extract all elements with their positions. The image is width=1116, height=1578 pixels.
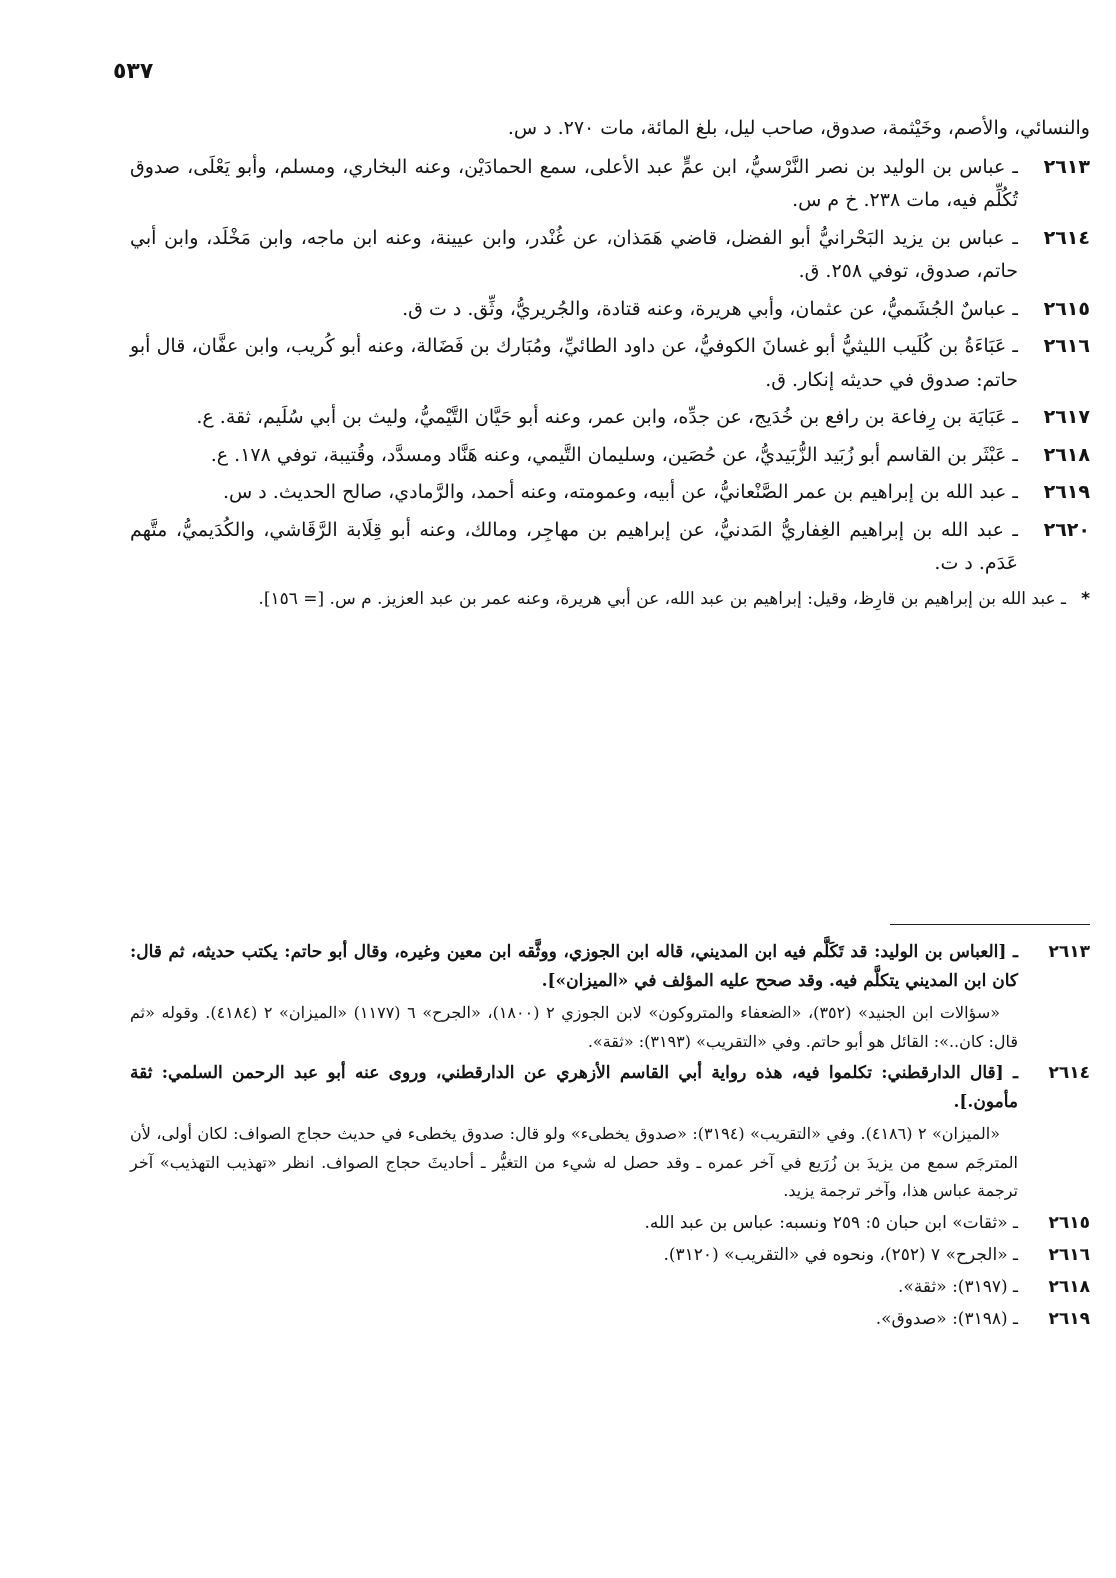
footnote-separator bbox=[890, 924, 1090, 925]
entry-text: ـ عبد الله بن إبراهيم بن عمر الصَّنْعانيُّ، عن أبيه، وعمومته، وعنه أحمد، والرَّمادي، صالح الحديث. د س. bbox=[223, 481, 1018, 503]
entry-number: ٢٦١٦ bbox=[1043, 335, 1090, 357]
entry-text: ـ عَبَاءَةُ بن كُلَيب الليثيُّ أبو غسانَ الكوفيُّ، عن داود الطائيِّ، ومُبَارك بن فَضَالة، وعنه أبو كُريب، وابن عفَّان، قال أبو حاتم: صدوق في حديثه إنكار. ق. bbox=[130, 335, 1018, 391]
footnote-entry bbox=[130, 1305, 1090, 1334]
entry-text: ـ عباس بن الوليد بن نصر النَّرْسيُّ، ابن عمٍّ عبد الأعلى، سمع الحمادَيْن، وعنه البخاري، ومسلم، وأبو يَعْلَى، صدوق تُكُلِّم فيه، مات ٢٣٨. خ م س. bbox=[130, 155, 1018, 211]
footnote-entry bbox=[130, 1059, 1090, 1117]
footnote-entry bbox=[130, 1241, 1090, 1270]
footnotes bbox=[130, 938, 1090, 1337]
page-number: ٥٣٧ bbox=[113, 59, 154, 84]
footnote-text: ـ [قال الدارقطني: تكلموا فيه، هذه رواية أبي القاسم الأزهري عن الدارقطني، وروى عنه أبو عبد الرحمن السلمي: ثقة مأمون.]. bbox=[130, 1063, 1018, 1112]
footnote-text: ـ «الجرح» ٧ (٢٥٢)، ونحوه في «التقريب» (٣١٢٠). bbox=[663, 1244, 1018, 1265]
entry-text: ـ عَبْثَر بن القاسم أبو زُبَيد الزُّبَيديُّ، عن حُصَين، وسليمان التَّيمي، وعنه هَنَّاد ومسدَّد، وقُتيبة، توفي ١٧٨. ع. bbox=[210, 443, 1018, 466]
biography-entry bbox=[130, 514, 1090, 581]
footnote-number: ٢٦١٤ bbox=[1048, 1063, 1090, 1083]
cross-reference-entry bbox=[130, 585, 1090, 613]
footnote-number: ٢٦١٥ bbox=[1048, 1212, 1090, 1233]
entry-text: ـ عباس بن يزيد البَحْرانيُّ أبو الفضل، قاضي هَمَذان، عن غُنْدر، وابن عيينة، وعنه ابن ماجه، وابن مَخْلَد، وابن أبي حاتم، صدوق، توفي ٢٥٨. ق. bbox=[130, 226, 1018, 282]
biography-entry bbox=[130, 330, 1090, 397]
entry-text: ـ عبد الله بن إبراهيم الغِفاريُّ المَدنيُّ، عن إبراهيم بن مهاجِر، ومالك، وعنه أبو قِلَابة الرَّقَاشي، والكُدَيميُّ، متَّهم عَدَم. د ت. bbox=[130, 518, 1018, 574]
entry-number: ٢٦١٩ bbox=[1043, 481, 1090, 503]
continuation-paragraph: والنسائي، والأصم، وخَيْثمة، صدوق، صاحب ليل، بلغ المائة، مات ٢٧٠. د س. bbox=[507, 117, 1090, 139]
biography-entry bbox=[130, 293, 1090, 327]
footnote-entry bbox=[130, 938, 1090, 996]
footnote-text: ـ (٣١٩٨): «صدوق». bbox=[875, 1308, 1018, 1329]
main-text bbox=[130, 112, 1090, 617]
entry-number: ٢٦١٧ bbox=[1043, 406, 1090, 428]
footnote-number: ٢٦١٣ bbox=[1048, 942, 1090, 962]
footnote-entry bbox=[130, 1273, 1090, 1302]
entry-number: ٢٦٢٠ bbox=[1043, 518, 1090, 541]
biography-entry bbox=[130, 476, 1090, 510]
footnote-number: ٢٦١٩ bbox=[1048, 1308, 1090, 1329]
entry-number: ٢٦١٨ bbox=[1043, 443, 1090, 466]
entry-text: ـ عباسٌ الجُشَميُّ، عن عثمان، وأبي هريرة، وعنه قتادة، والجُريريُّ، وثِّق. د ت ق. bbox=[402, 297, 1018, 320]
entry-number: ٢٦١٤ bbox=[1043, 226, 1090, 249]
footnote-entry bbox=[130, 1209, 1090, 1238]
biography-entry bbox=[130, 401, 1090, 435]
footnote-references: «سؤالات ابن الجنيد» (٣٥٢)، «الضعفاء والمتروكون» لابن الجوزي ٢ (١٨٠٠)، «الجرح» ٦ (١١٧٧) «الميزان» ٢ (٤١٨٤). وقوله «ثم قال: كان..»: القائل هو أبو حاتم. وفي «التقريب» (٣١٩٣): «ثقة». bbox=[130, 1003, 1018, 1051]
entry-text: ـ عَبَايَة بن رِفاعة بن رافع بن خُدَيج، عن جدِّه، وابن عمر، وعنه أبو حَيَّان التَّيْميُّ، وليث بن أبي سُلَيم، ثقة. ع. bbox=[196, 406, 1018, 428]
biography-entry bbox=[130, 151, 1090, 218]
biography-entry bbox=[130, 222, 1090, 289]
entry-text: ـ عبد الله بن إبراهيم بن قارِظ، وقيل: إبراهيم بن عبد الله، عن أبي هريرة، وعنه عمر بن عبد العزيز. م س. [= ١٥٦]. bbox=[258, 588, 1066, 609]
footnote-number: ٢٦١٦ bbox=[1048, 1244, 1090, 1265]
footnote-text: ـ [العباس بن الوليد: قد تَكَلَّم فيه ابن المديني، قاله ابن الجوزي، ووثَّقه ابن معين وغيره، وقال أبو حاتم: يكتب حديثه، ثم قال: كان ابن المديني يتكلَّم فيه. وقد صحح عليه المؤلف في «الميزان»]. bbox=[130, 942, 1018, 991]
footnote-references: «الميزان» ٢ (٤١٨٦). وفي «التقريب» (٣١٩٤): «صدوق يخطىء» ولو قال: صدوق يخطىء في حديث حجاج الصواف: لكان أولى، لأن المترجَم سمع من يزيدَ بن زُرَيع في آخر عمره ـ وقد حصل له شيء من التغيُّر ـ أحاديثَ حجاج الصواف. انظر «تهذيب التهذيب» آخر ترجمة عباس هذا، وآخر ترجمة يزيد. bbox=[130, 1124, 1018, 1200]
footnote-text: ـ (٣١٩٧): «ثقة». bbox=[898, 1276, 1018, 1297]
footnote-number: ٢٦١٨ bbox=[1048, 1276, 1090, 1297]
entry-number: ٢٦١٥ bbox=[1043, 297, 1090, 320]
asterisk-mark: * bbox=[1081, 588, 1090, 609]
entry-number: ٢٦١٣ bbox=[1043, 155, 1090, 178]
footnote-text: ـ «ثقات» ابن حبان ٥: ٢٥٩ ونسبه: عباس بن عبد الله. bbox=[644, 1212, 1018, 1233]
biography-entry bbox=[130, 439, 1090, 473]
